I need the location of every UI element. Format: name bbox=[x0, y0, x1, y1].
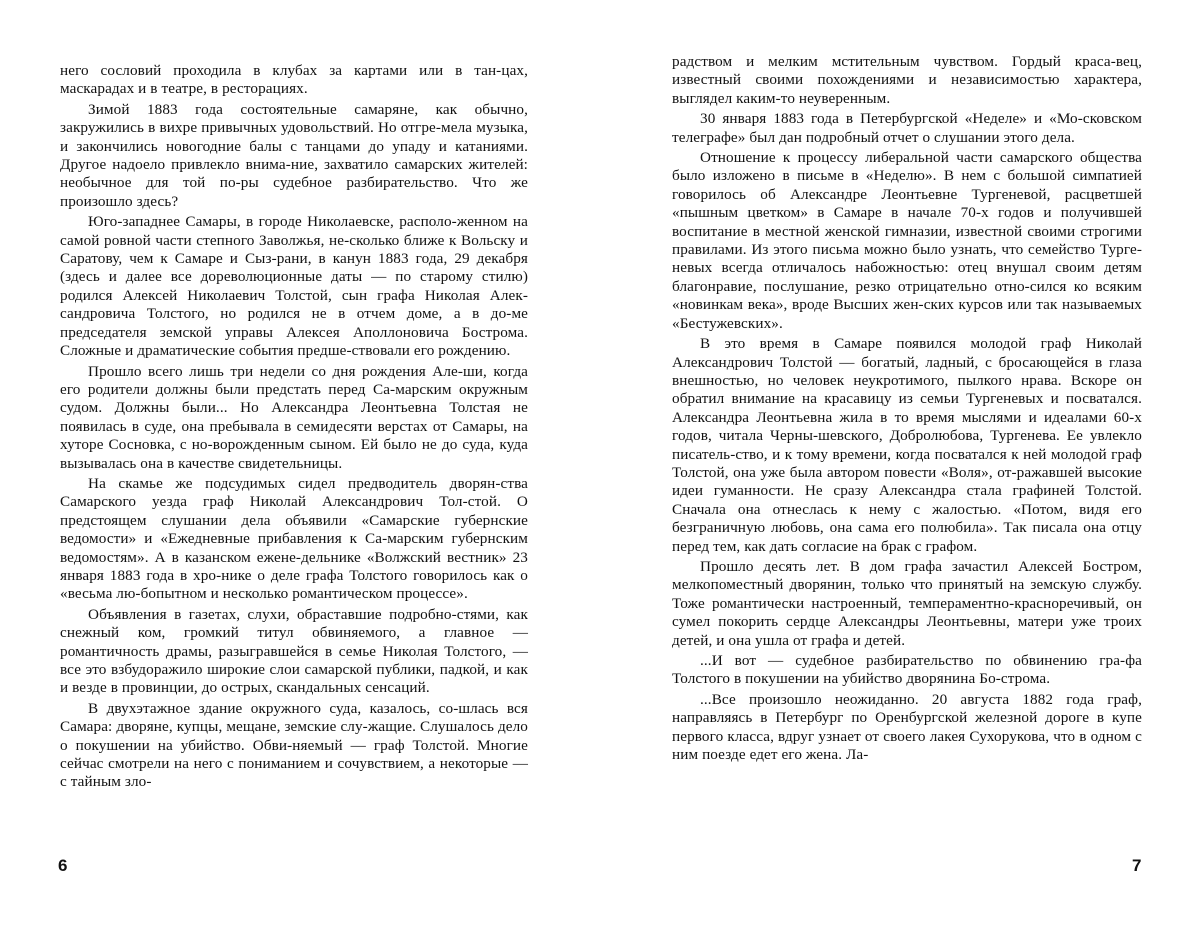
paragraph: В это время в Самаре появился молодой граф Николай Александрович Толстой — богатый, ладный, с бросающейся в глаза внешностью, но человек неукротимого, пылкого нрава. Вскоре он обратил внимание на красавицу из семьи Тургеневых и посватался. Александра Леонтьевна жила в то время мыслями и идеалами 60-х годов, читала Черны-шевского, Добролюбова, Тургенева. Ее увлекло писатель-ство, и к тому времени, когда посватался к ней молодой граф Толстой, она уже была автором повести «Воля», от-ражавшей высокие идеи гуманности. Не сразу Александра стала графиней Толстой. Сначала она отнеслась к нему с жалостью. «Потом, видя его безграничную любовь, она сама его полюбила». Так писала она отцу перед тем, как дать согласие на брак с графом. bbox=[672, 335, 1142, 556]
right-page-text bbox=[672, 53, 1142, 766]
paragraph: Прошло всего лишь три недели со дня рождения Але-ши, когда его родители должны были предстать перед Са-марским окружным судом. Должны были... Но Александра Леонтьевна Толстая не появилась в суде, она пребывала в семидесяти верстах от Самары, на хуторе Сосновка, с но-ворожденным сыном. Ей было не до суда, куда вызывалась она в качестве свидетельницы. bbox=[60, 363, 528, 473]
paragraph: Прошло десять лет. В дом графа зачастил Алексей Бостром, мелкопоместный дворянин, только что принятый на земскую службу. Тоже романтически настроенный, темпераментно-красноречивый, он сумел покорить сердце Александры Леонтьевны, матери уже троих детей, и она ушла от графа и детей. bbox=[672, 558, 1142, 650]
right-page bbox=[600, 0, 1200, 941]
paragraph: Зимой 1883 года состоятельные самаряне, как обычно, закружились в вихре привычных удовольствий. Но отгре-мела музыка, и закончились новогодние балы с танцами до упаду и катаниями. Другое надоело привлекло внима-ние, захватило самарских жителей: необычное для той по-ры судебное разбирательство. Что же произошло здесь? bbox=[60, 101, 528, 211]
page-number: 6 bbox=[58, 856, 67, 876]
paragraph: Юго-западнее Самары, в городе Николаевске, располо-женном на самой ровной части степного Заволжья, не-сколько ближе к Вольску и Саратову, чем к Самаре и Сыз-рани, в канун 1883 года, 29 декабря (здесь и далее все дореволюционные даты — по старому стилю) родился Алексей Николаевич Толстой, сын графа Николая Алек-сандровича Толстого, но родился не в отчем доме, а в до-ме председателя земской управы Алексея Аполлоновича Бострома. Сложные и драматические события предше-ствовали его рождению. bbox=[60, 213, 528, 360]
paragraph: 30 января 1883 года в Петербургской «Неделе» и «Мо-сковском телеграфе» был дан подробный отчет о слушании этого дела. bbox=[672, 110, 1142, 147]
page-number: 7 bbox=[1132, 856, 1141, 876]
paragraph: радством и мелким мстительным чувством. Гордый краса-вец, известный своими похождениями и независимостью характера, выглядел каким-то неуверенным. bbox=[672, 53, 1142, 108]
left-page-text bbox=[60, 62, 528, 794]
paragraph: В двухэтажное здание окружного суда, казалось, со-шлась вся Самара: дворяне, купцы, мещане, земские слу-жащие. Слушалось дело о покушении на убийство. Обви-няемый — граф Толстой. Многие сейчас смотрели на него с пониманием и сочувствием, а некоторые — с тайным зло- bbox=[60, 700, 528, 792]
paragraph: Отношение к процессу либеральной части самарского общества было изложено в письме в «Неделю». В нем с большой симпатией говорилось об Александре Леонтьевне Тургеневой, расцветшей «пышным цветком» в Самаре в начале 70-х годов и получившей воспитание в местной женской гимназии, известной своими строгими правилами. Из этого письма можно было узнать, что семейство Турге-невых всегда отличалось набожностью: отец внушал своим детям благонравие, послушание, резко отрицательно отно-сился ко всяким «новинкам века», вроде Высших жен-ских курсов или так называемых «Бестужевских». bbox=[672, 149, 1142, 333]
paragraph: ...Все произошло неожиданно. 20 августа 1882 года граф, направляясь в Петербург по Оренбургской железной дороге в купе первого класса, вдруг узнает от своего лакея Сухорукова, что в одном с ним поезде едет его жена. Ла- bbox=[672, 691, 1142, 765]
paragraph: Объявления в газетах, слухи, обраставшие подробно-стями, как снежный ком, громкий титул обвиняемого, а главное — романтичность драмы, разыгравшейся в семье Николая Толстого, — все это взбудоражило широкие слои самарской публики, падкой, и как и везде в провинции, до острых, скандальных сенсаций. bbox=[60, 606, 528, 698]
left-page bbox=[0, 0, 600, 941]
book-spread bbox=[0, 0, 1200, 941]
paragraph: На скамье же подсудимых сидел предводитель дворян-ства Самарского уезда граф Николай Александрович Тол-стой. О предстоящем слушании дела объявили «Самарские губернские ведомости» и «Ежедневные прибавления к Са-марским губернским ведомостям». А в казанском еженe-дельнике «Волжский вестник» 23 января 1883 года в хро-нике о деле графа Толстого говорилось как о «весьма лю-бопытном и несколько романтическом процессе». bbox=[60, 475, 528, 604]
paragraph: него сословий проходила в клубах за картами или в тан-цах, маскарадах и в театре, в ресторациях. bbox=[60, 62, 528, 99]
paragraph: ...И вот — судебное разбирательство по обвинению гра-фа Толстого в покушении на убийство дворянина Бо-строма. bbox=[672, 652, 1142, 689]
